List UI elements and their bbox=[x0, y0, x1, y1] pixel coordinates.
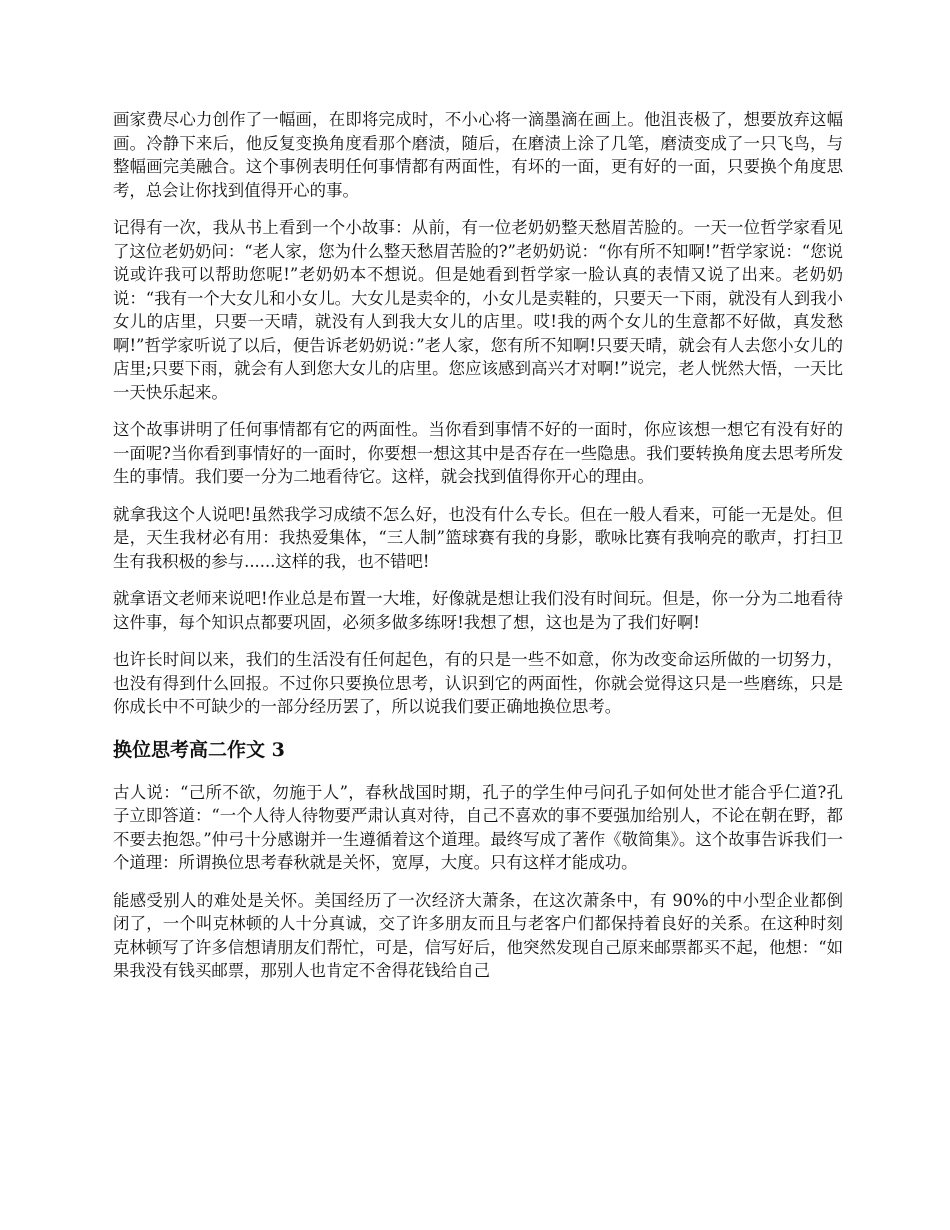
paragraph-chinese-teacher: 就拿语文老师来说吧!作业总是布置一大堆，好像就是想让我们没有时间玩。但是，你一分为二地看待这件事，每个知识点都要巩固，必须多做多练呀!我想了想，这也是为了我们好啊! bbox=[113, 589, 843, 632]
paragraph-grandma-story: 记得有一次，我从书上看到一个小故事：从前，有一位老奶奶整天愁眉苦脸的。一天一位哲学家看见了这位老奶奶问：“老人家，您为什么整天愁眉苦脸的?”老奶奶说：“你有所不知啊!”哲学家说：“您说说或许我可以帮助您呢!”老奶奶本不想说。但是她看到哲学家一脸认真的表情又说了出来。老奶奶说：“我有一个大女儿和小女儿。大女儿是卖伞的，小女儿是卖鞋的，只要天一下雨，就没有人到我小女儿的店里，只要一天晴，就没有人到我大女儿的店里。哎!我的两个女儿的生意都不好做，真发愁啊!”哲学家听说了以后，便告诉老奶奶说：”老人家，您有所不知啊!只要天晴，就会有人去您小女儿的店里;只要下雨，就会有人到您大女儿的店里。您应该感到高兴才对啊!”说完，老人恍然大悟，一天比一天快乐起来。 bbox=[113, 218, 843, 402]
paragraph-painter-story: 画家费尽心力创作了一幅画，在即将完成时，不小心将一滴墨滴在画上。他沮丧极了，想要放弃这幅画。冷静下来后，他反复变换角度看那个磨渍，随后，在磨渍上涂了几笔，磨渍变成了一只飞鸟，与整幅画完美融合。这个事例表明任何事情都有两面性，有坏的一面，更有好的一面，只要换个角度思考，总会让你找到值得开心的事。 bbox=[113, 110, 843, 200]
paragraph-conclusion: 也许长时间以来，我们的生活没有任何起色，有的只是一些不如意，你为改变命运所做的一切努力，也没有得到什么回报。不过你只要换位思考，认识到它的两面性，你就会觉得这只是一些磨练，只是你成长中不可缺少的一部分经历罢了，所以说我们要正确地换位思考。 bbox=[113, 650, 843, 716]
paragraph-confucius-story: 古人说：“己所不欲，勿施于人”，春秋战国时期，孔子的学生仲弓问孔子如何处世才能合乎仁道?孔子立即答道：“一个人待人待物要严肃认真对待，自己不喜欢的事不要强加给别人，不论在朝在野，都不要去抱怨。”仲弓十分感谢并一生遵循着这个道理。最终写成了著作《敬简集》。这个故事告诉我们一个道理：所谓换位思考春秋就是关怀，宽厚，大度。只有这样才能成功。 bbox=[113, 782, 843, 872]
paragraph-about-myself: 就拿我这个人说吧!虽然我学习成绩不怎么好，也没有什么专长。但在一般人看来，可能一无是处。但是，天生我材必有用：我热爱集体，“三人制”篮球赛有我的身影，歌咏比赛有我响亮的歌声，打扫卫生有我积极的参与......这样的我，也不错吧! bbox=[113, 504, 843, 571]
paragraph-story-lesson: 这个故事讲明了任何事情都有它的两面性。当你看到事情不好的一面时，你应该想一想它有没有好的一面呢?当你看到事情好的一面时，你要想一想这其中是否存在一些隐患。我们要转换角度去思考所发生的事情。我们要一分为二地看待它。这样，就会找到值得你开心的理由。 bbox=[113, 420, 843, 486]
section-heading: 换位思考高二作文 3 bbox=[113, 738, 285, 761]
document-page bbox=[113, 108, 843, 997]
paragraph-clinton-story: 能感受别人的难处是关怀。美国经历了一次经济大萧条，在这次萧条中，有 90%的中小型企业都倒闭了，一个叫克林顿的人十分真诚，交了许多朋友而且与老客户们都保持着良好的关系。在这种时刻克林顿写了许多信想请朋友们帮忙，可是，信写好后，他突然发现自己原来邮票都买不起，他想：“如果我没有钱买邮票，那别人也肯定不舍得花钱给自己 bbox=[113, 890, 843, 980]
